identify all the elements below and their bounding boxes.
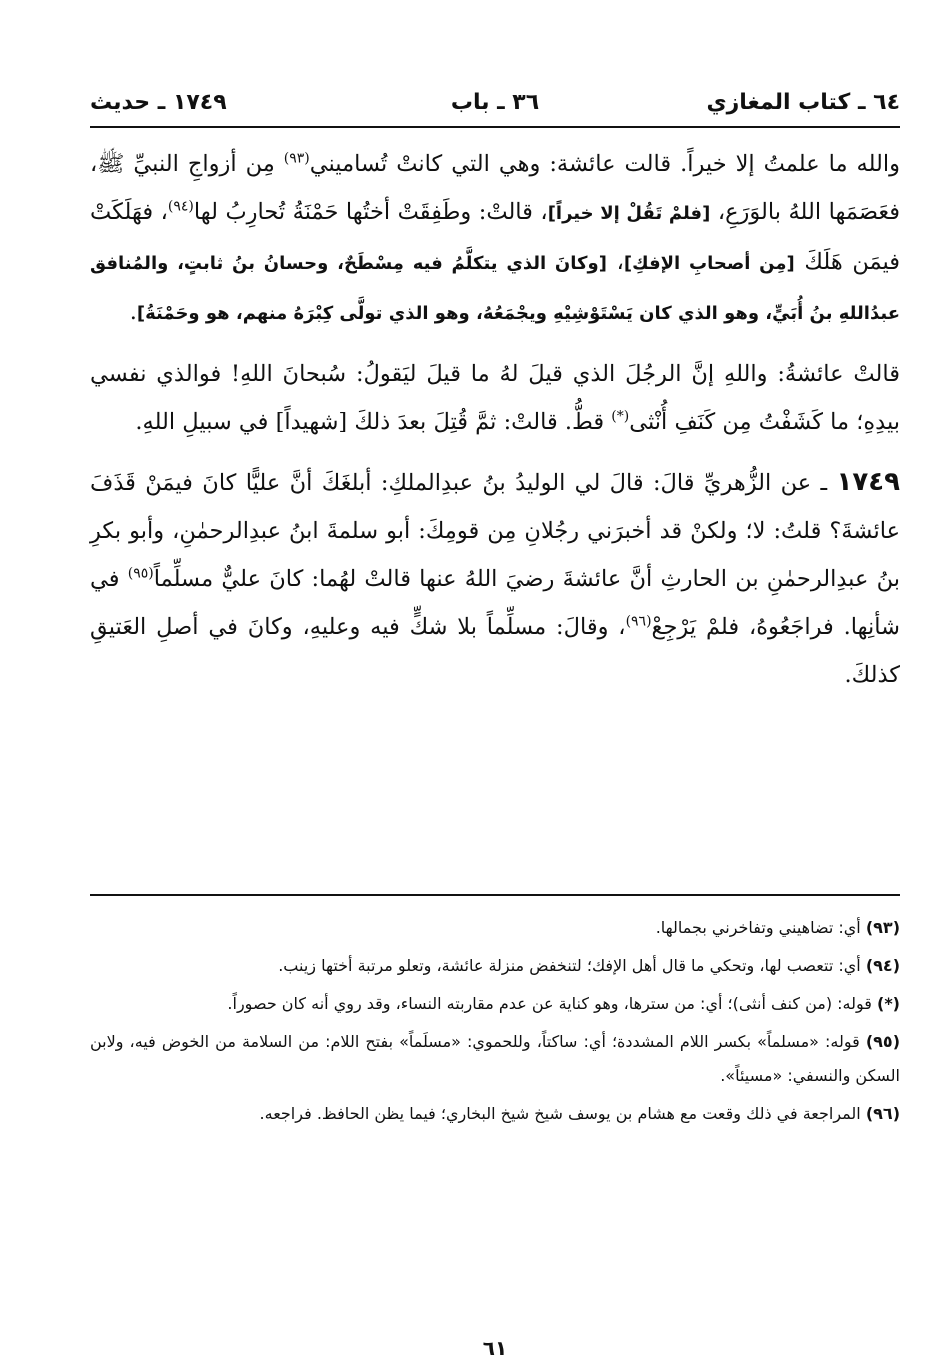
hadith-number: ١٧٤٩: [836, 467, 901, 497]
footnote-ref: (٩٥): [127, 565, 154, 582]
text-run: مِن أزواجِ النبيِّ ﷺ، فعَصَمَها اللهُ بالوَرَعِ،: [90, 151, 900, 225]
footnote-ref: (*): [611, 408, 630, 425]
footnote-text: قوله: «مسلماً» بكسر اللام المشددة؛ أي: ساكتاً، وللحموي: «مسلَماً» بفتح اللام: من السلامة من الخوض فيه، ولابن السكن والنسفي: «مسيئاً».: [90, 1032, 900, 1085]
main-text: [90, 140, 900, 711]
page-number: ٦١: [482, 1336, 508, 1360]
text-run: قالتْ عائشةُ: واللهِ إنَّ الرجُلَ الذي قيلَ لهُ ما قيلَ ليَقولُ: سُبحانَ اللهِ! فوالذي نفسي بيدِهِ؛ ما كَشَفْتُ مِن كَنَفِ أُنْثى: [90, 361, 900, 435]
footnote-text: المراجعة في ذلك وقعت مع هشام بن يوسف شيخ شيخ البخاري؛ فيما يظن الحافظ. فراجعه.: [259, 1104, 861, 1123]
paragraph-3: [90, 458, 900, 699]
footnote: [90, 949, 900, 983]
footnote-ref: (٩٤): [167, 198, 194, 215]
footnote: [90, 987, 900, 1021]
footnote-label: (٩٦): [865, 1104, 900, 1123]
text-run: قطُّ. قالتْ: ثمَّ قُتِلَ بعدَ ذلكَ: [354, 409, 605, 435]
footnote-divider: [90, 894, 900, 896]
footnote-text: أي: تضاهيني وتفاخرني بجمالها.: [655, 918, 861, 937]
running-header: [90, 86, 900, 128]
footnote-label: (٩٥): [865, 1032, 900, 1051]
text-run: في شأنِها. فراجَعُوهُ، فلمْ يَرْجِعْ: [90, 566, 900, 640]
footnotes: [90, 911, 900, 1135]
book-page: [90, 86, 901, 1360]
footnote-ref: (٩٣): [283, 150, 310, 167]
text-run: ، قالتْ: وطَفِقَتْ أختُها حَمْنَةُ تُحارِبُ لها: [193, 199, 548, 225]
header-book-title: ٦٤ ـ كتاب المغازي: [706, 90, 900, 115]
text-run: ، وقالَ: مسلِّماً بلا شكٍّ فيه وعليهِ، وكانَ في أصلِ العَتيقِ كذلكَ.: [90, 614, 900, 688]
footnote: [90, 1025, 900, 1093]
footnote-label: (٩٤): [865, 956, 900, 975]
text-run: في سبيلِ اللهِ.: [135, 409, 269, 435]
footnote-text: قوله: (من كنف أنثى)؛ أي: من سترها، وهو كناية عن عدم مقاربته النساء، وقد روي أنه كان حصوراً.: [227, 994, 872, 1013]
bracketed-addition: [شهيداً]: [275, 409, 348, 435]
text-run: ،: [616, 249, 624, 275]
footnote-label: (*): [877, 994, 900, 1013]
paragraph-1: [90, 140, 900, 338]
footnote-text: أي: تتعصب لها، وتحكي ما قال أهل الإفك؛ لتنخفض منزلة عائشة، وتعلو مرتبة أختها زينب.: [278, 956, 861, 975]
text-run: ، فهَلَكَتْ فيمَن هَلَكَ: [90, 199, 901, 275]
paragraph-2: [90, 350, 900, 446]
text-run: ـ عن الزُّهريِّ قالَ: قالَ لي الوليدُ بنُ عبدِالملكِ: أبلغَكَ أنَّ عليًّا كانَ فيمَنْ قَذَفَ عائشةَ؟ قلتُ: لا؛ ولكنْ قد أخبرَني رجُلانِ مِن قومِكَ: أبو سلمةَ ابنُ عبدِالرحمٰنِ، وأبو بكرِ بنُ عبدِالرحمٰنِ بن الحارثِ أنَّ عائشةَ رضيَ اللهُ عنها قالتْ لهُما: كانَ عليٌّ مسلِّماً: [90, 470, 900, 592]
bracketed-addition: [مِن أصحابِ الإفكِ]: [623, 253, 795, 274]
bracketed-addition: [فلمْ تَقُلْ إلا خيراً]: [547, 203, 711, 224]
header-hadith-number: ١٧٤٩ ـ حديث: [90, 90, 227, 115]
footnote-label: (٩٣): [865, 918, 900, 937]
footnote-ref: (٩٦): [625, 613, 652, 630]
footnote: [90, 911, 900, 945]
text-run: والله ما علمتُ إلا خيراً. قالت عائشة: وهي التي كانتْ تُساميني: [309, 151, 901, 177]
bracketed-addition: [وكانَ الذي يتكلَّمُ فيه مِسْطَحٌ، وحسانُ بنُ ثابتٍ، والمُنافق عبدُاللهِ بنُ أُبَيٍّ، وهو الذي كان يَسْتَوْشِيْهِ ويجْمَعُهُ، وهو الذي تولَّى كِبْرَهُ منهم، هو وحَمْنَةُ]: [90, 253, 900, 324]
footnote: [90, 1097, 900, 1131]
header-chapter: ٣٦ ـ باب: [450, 90, 540, 115]
text-run: .: [129, 299, 137, 325]
